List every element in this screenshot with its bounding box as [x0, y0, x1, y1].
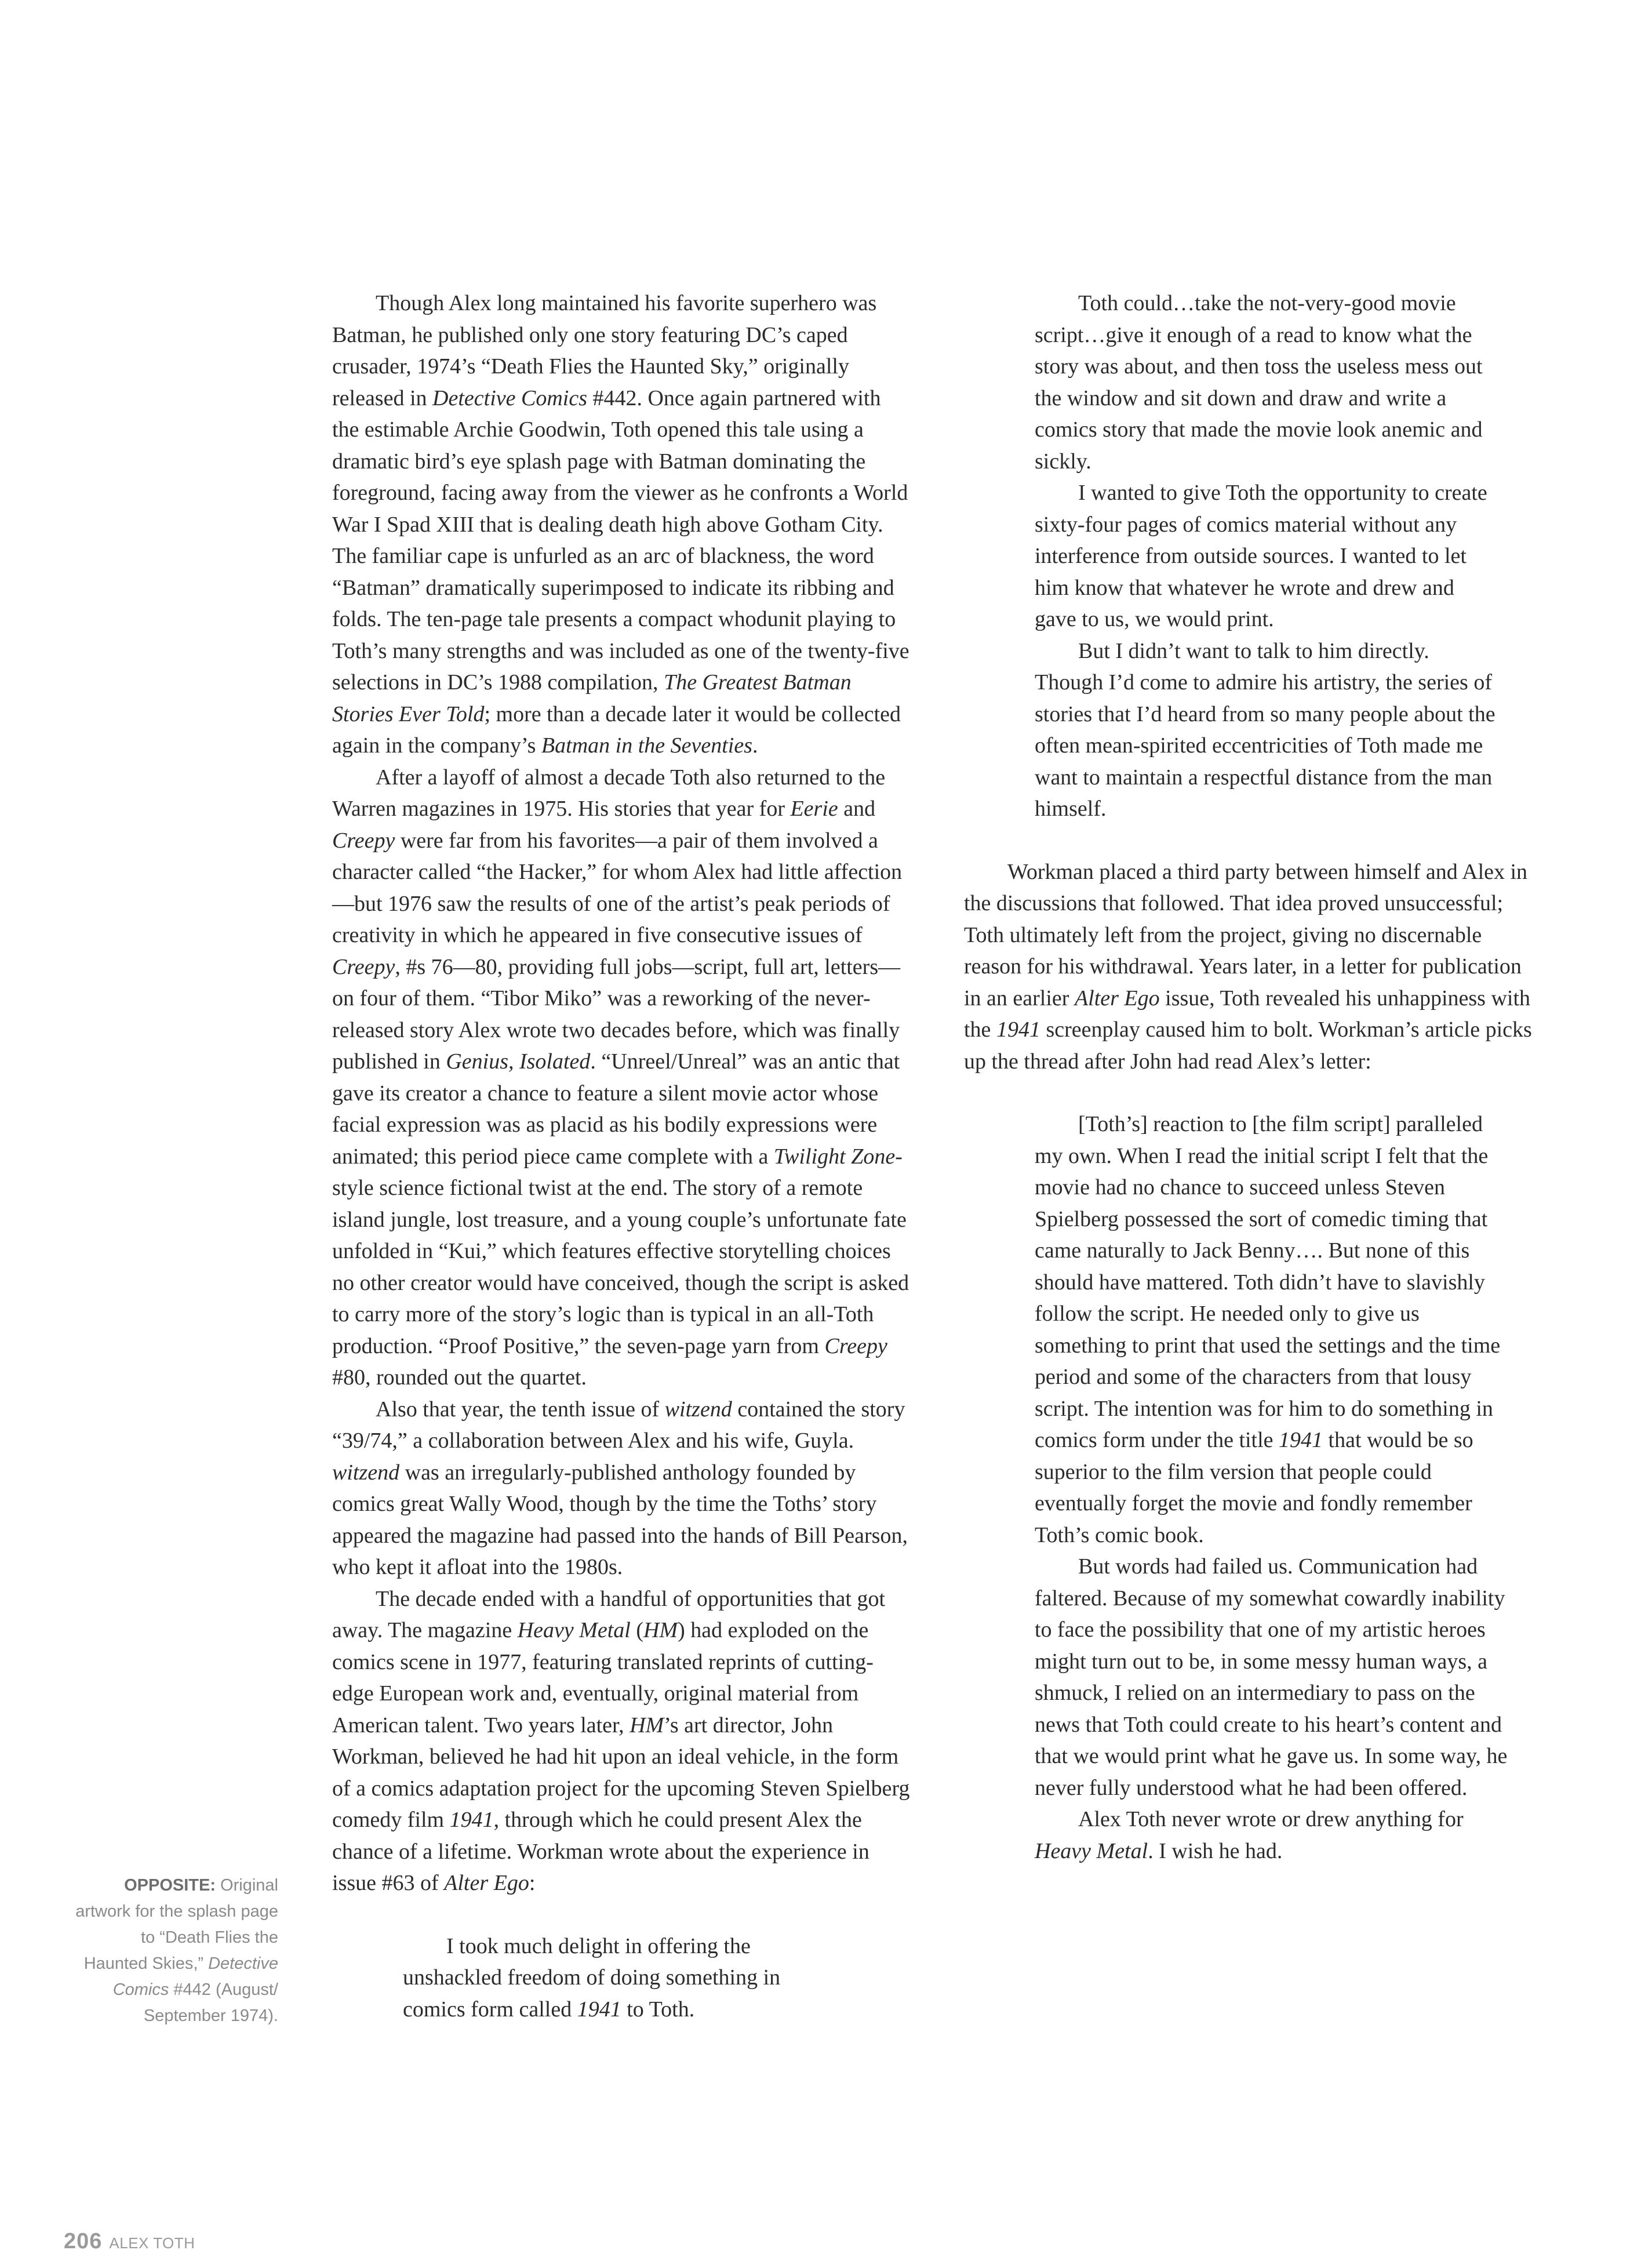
quote-paragraph: Toth could…take the not-very-good movie script…give it enough of a read to know what the story was about, and then toss the useless mess out the window and sit down and draw and write a comics story that made the movie look anemic and sickly. [1035, 291, 1483, 474]
quote-paragraph: I took much delight in offering the unshackled freedom of doing something in comics form called 1941 to Toth. [403, 1933, 781, 2022]
quote-paragraph: Alex Toth never wrote or drew anything for Heavy Metal. I wish he had. [1035, 1807, 1464, 1863]
page-number: 206 [64, 2229, 103, 2253]
page-footer [64, 2229, 195, 2254]
block-quote-workman-continued [1035, 288, 1498, 825]
paragraph-third-party: Workman placed a third party between himself and Alex in the discussions that followed. That idea proved unsuccessful; Toth ultimately left from the project, giving no discernable reason for his withdrawal. Years later, in a letter for publication in an earlier Alter Ego issue, Toth revealed his unhappiness with the 1941 screenplay caused him to bolt. Workman’s article picks up the thread after John had read Alex’s letter: [964, 859, 1532, 1074]
figure-caption: OPPOSITE: Original artwork for the splash page to “Death Flies the Haunted Skies,” Detective Comics #442 (August/ September 1974). [75, 1876, 278, 2025]
quote-paragraph: I wanted to give Toth the opportunity to create sixty-four pages of comics material without any interference from outside sources. I wanted to let him know that whatever he wrote and drew and gave to us, we would print. [1035, 481, 1487, 631]
paragraph-heavy-metal: The decade ended with a handful of opportunities that got away. The magazine Heavy Metal (HM) had exploded on the comics scene in 1977, featuring translated reprints of cutting-edge European work and, eventually, original material from American talent. Two years later, HM’s art director, John Workman, believed he had hit upon an ideal vehicle, in the form of a comics adaptation project for the upcoming Steven Spielberg comedy film 1941, through which he could present Alex the chance of a lifetime. Workman wrote about the experience in issue #63 of Alter Ego: [332, 1586, 910, 1895]
running-head: ALEX TOTH [109, 2234, 195, 2252]
left-column [332, 288, 912, 2025]
spacer [964, 825, 1544, 856]
paragraph-warren: After a layoff of almost a decade Toth also returned to the Warren magazines in 1975. His stories that year for Eerie and Creepy were far from his favorites—a pair of them involved a character called “the Hacker,” for whom Alex had little affection—but 1976 saw the results of one of the artist’s peak periods of creativity in which he appeared in five consecutive issues of Creepy, #s 76—80, providing full jobs—script, full art, letters—on four of them. “Tibor Miko” was a reworking of the never-released story Alex wrote two decades before, which was finally published in Genius, Isolated. “Unreel/Unreal” was an antic that gave its creator a chance to feature a silent movie actor whose facial expression was as placid as his bodily expressions were animated; this period piece came complete with a Twilight Zone-style science fictional twist at the end. The story of a remote island jungle, lost treasure, and a young couple’s unfortunate fate unfolded in “Kui,” which features effective storytelling choices no other creator would have conceived, though the script is asked to carry more of the story’s logic than is typical in an all-Toth production. “Proof Positive,” the seven-page yarn from Creepy #80, rounded out the quartet. [332, 765, 909, 1390]
quote-paragraph: But words had failed us. Communication had faltered. Because of my somewhat cowardly inability to face the possibility that one of my artistic heroes might turn out to be, in some messy human ways, a shmuck, I relied on an intermediary to pass on the news that Toth could create to his heart’s content and that we would print what he gave us. In some way, he never fully understood what he had been offered. [1035, 1554, 1508, 1800]
paragraph-witzend: Also that year, the tenth issue of witzend contained the story “39/74,” a collaboration between Alex and his wife, Guyla. witzend was an irregularly-published anthology founded by comics great Wally Wood, though by the time the Toths’ story appeared the magazine had passed into the hands of Bill Pearson, who kept it afloat into the 1980s. [332, 1397, 908, 1579]
block-quote-toth-reaction [1035, 1108, 1510, 1867]
right-column [964, 288, 1544, 1867]
quote-paragraph: But I didn’t want to talk to him directly. Though I’d come to admire his artistry, the series of stories that I’d heard from so many people about the often mean-spirited eccentricities of Toth made me want to maintain a respectful distance from the man himself. [1035, 638, 1495, 821]
quote-paragraph: [Toth’s] reaction to [the film script] paralleled my own. When I read the initial script I felt that the movie had no chance to succeed unless Steven Spielberg possessed the sort of comedic timing that came naturally to Jack Benny…. But none of this should have mattered. Toth didn’t have to slavishly follow the script. He needed only to give us something to print that used the settings and the time period and some of the characters from that lousy script. The intention was for him to do something in comics form under the title 1941 that would be so superior to the film version that people could eventually forget the movie and fondly remember Toth’s comic book. [1035, 1112, 1501, 1547]
caption-label: OPPOSITE: [124, 1876, 216, 1895]
paragraph-batman: Though Alex long maintained his favorite superhero was Batman, he published only one story featuring DC’s caped crusader, 1974’s “Death Flies the Haunted Sky,” originally released in Detective Comics #442. Once again partnered with the estimable Archie Goodwin, Toth opened this tale using a dramatic bird’s eye splash page with Batman dominating the foreground, facing away from the viewer as he confronts a World War I Spad XIII that is dealing death high above Gotham City. The familiar cape is unfurled as an arc of blackness, the word “Batman” dramatically superimposed to indicate its ribbing and folds. The ten-page tale presents a compact whodunit playing to Toth’s many strengths and was included as one of the twenty-five selections in DC’s 1988 compilation, The Greatest Batman Stories Ever Told; more than a decade later it would be collected again in the company’s Batman in the Seventies. [332, 291, 909, 758]
block-quote-workman-intro [403, 1931, 832, 2026]
